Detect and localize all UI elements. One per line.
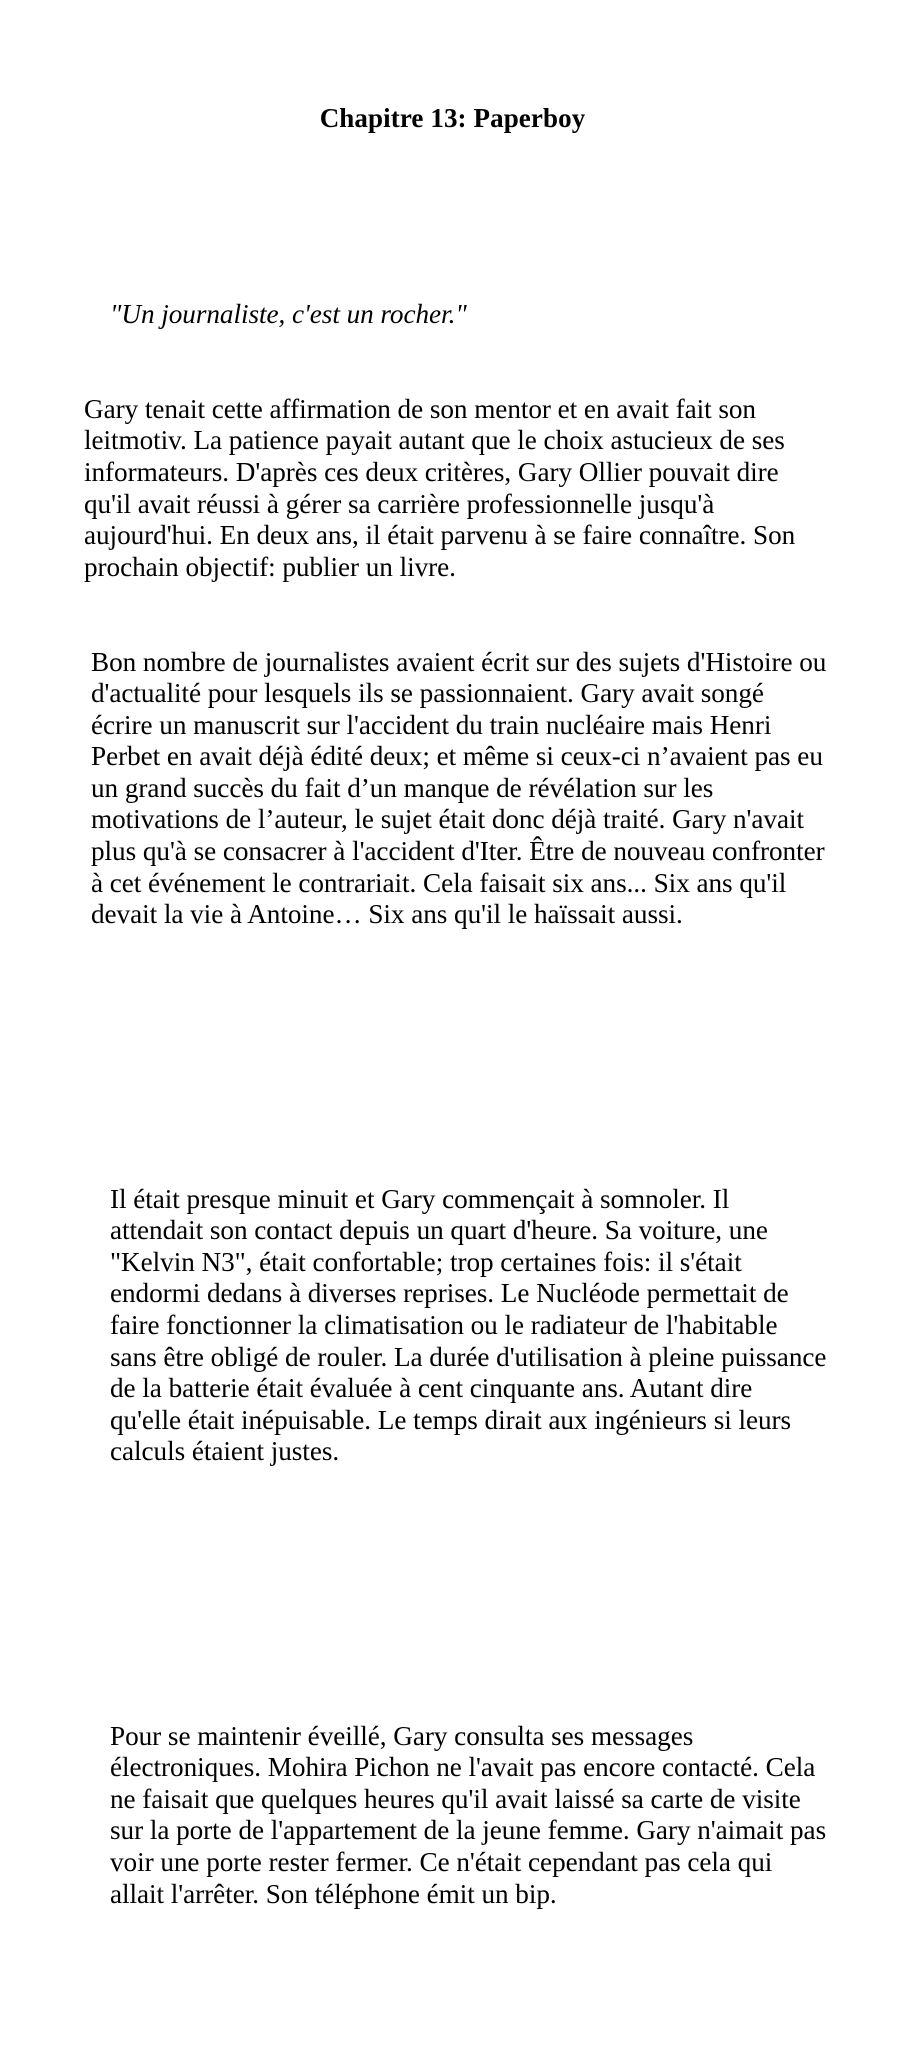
document-body <box>84 141 834 2068</box>
paragraph-journalistes: Bon nombre de journalistes avaient écrit sur des sujets d'Histoire ou d'actualité pour lesquels ils se passionnaient. Gary avait songé écrire un manuscrit sur l'accident du train nucléaire mais Henri Perbet en avait déjà édité deux; et même si ceux-ci n’avaient pas eu un grand succès du fait d’un manque de révélation sur les motivations de l’auteur, le sujet était donc déjà traité. Gary n'avait plus qu'à se consacrer à l'accident d'Iter. Être de nouveau confronter à cet événement le contrariait. Cela faisait six ans... Six ans qu'il devait la vie à Antoine… Six ans qu'il le haïssait aussi. <box>91 646 834 930</box>
page-title: Chapitre 13: Paperboy <box>319 103 586 134</box>
text-block-two <box>84 1120 834 1531</box>
paragraph-minuit: Il était presque minuit et Gary commençait à somnoler. Il attendait son contact depuis un quart d'heure. Sa voiture, une "Kelvin N3", était confortable; trop certaines fois: il s'était endormi dedans à diverses reprises. Le Nucléode permettait de faire fonctionner la climatisation ou le radiateur de l'habitable sans être obligé de rouler. La durée d'utilisation à pleine puissance de la batterie était évaluée à cent cinquante ans. Autant dire qu'elle était inépuisable. Le temps dirait aux ingénieurs si leurs calculs étaient justes. <box>110 1183 834 1467</box>
paragraph-opening: Gary tenait cette affirmation de son mentor et en avait fait son leitmotiv. La patience payait autant que le choix astucieux de ses informateurs. D'après ces deux critères, Gary Ollier pouvait dire qu'il avait réussi à gérer sa carrière professionnelle jusqu'à aujourd'hui. En deux ans, il était parvenu à se faire connaître. Son prochain objectif: publier un livre. <box>84 393 802 582</box>
text-block-three <box>84 1658 833 1974</box>
text-block-one <box>84 236 834 994</box>
epigraph-quote: "Un journaliste, c'est un rocher." <box>110 298 467 329</box>
paragraph-messages: Pour se maintenir éveillé, Gary consulta ses messages électroniques. Mohira Pichon ne l'avait pas encore contacté. Cela ne faisait que quelques heures qu'il avait laissé sa carte de visite sur la porte de l'appartement de la jeune femme. Gary n'aimait pas voir une porte rester fermer. Ce n'était cependant pas cela qui allait l'arrêter. Son téléphone émit un bip. <box>110 1720 833 1909</box>
